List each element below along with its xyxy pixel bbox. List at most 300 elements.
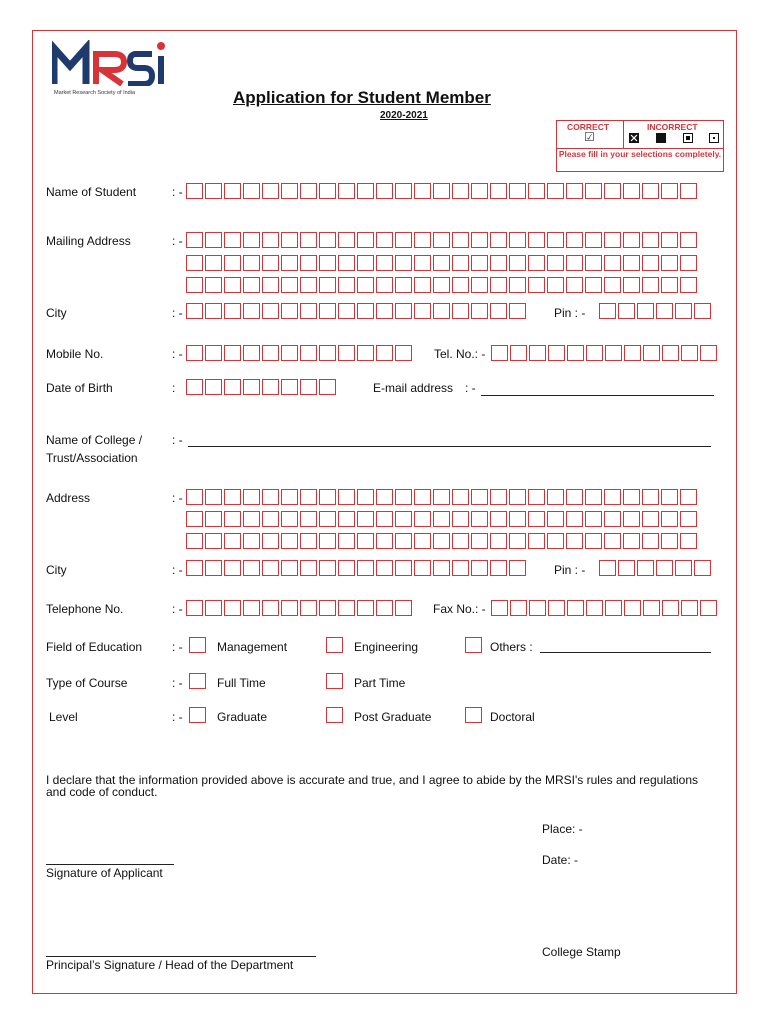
char-box[interactable] [585, 232, 602, 248]
char-box[interactable] [281, 232, 298, 248]
char-box[interactable] [319, 277, 336, 293]
char-box[interactable] [490, 560, 507, 576]
char-box[interactable] [509, 277, 526, 293]
char-box[interactable] [300, 560, 317, 576]
char-box[interactable] [319, 511, 336, 527]
char-box[interactable] [186, 379, 203, 395]
char-box[interactable] [604, 183, 621, 199]
char-box[interactable] [528, 183, 545, 199]
char-box[interactable] [452, 533, 469, 549]
char-box[interactable] [452, 232, 469, 248]
char-box[interactable] [262, 232, 279, 248]
char-box[interactable] [338, 511, 355, 527]
char-box[interactable] [205, 379, 222, 395]
char-box[interactable] [490, 232, 507, 248]
char-box[interactable] [357, 600, 374, 616]
char-box[interactable] [547, 511, 564, 527]
char-box[interactable] [205, 600, 222, 616]
char-box[interactable] [433, 232, 450, 248]
char-box[interactable] [599, 560, 616, 576]
char-box[interactable] [395, 232, 412, 248]
char-box[interactable] [186, 303, 203, 319]
char-box[interactable] [243, 232, 260, 248]
char-box[interactable] [262, 600, 279, 616]
management-checkbox[interactable] [189, 637, 206, 653]
char-box[interactable] [656, 303, 673, 319]
char-box[interactable] [414, 489, 431, 505]
char-box[interactable] [605, 600, 622, 616]
dob-boxes[interactable] [186, 379, 336, 395]
char-box[interactable] [281, 533, 298, 549]
char-box[interactable] [433, 183, 450, 199]
char-box[interactable] [376, 183, 393, 199]
char-box[interactable] [319, 533, 336, 549]
char-box[interactable] [623, 232, 640, 248]
char-box[interactable] [680, 489, 697, 505]
char-box[interactable] [357, 560, 374, 576]
address-boxes-1[interactable] [186, 489, 697, 505]
char-box[interactable] [643, 345, 660, 361]
char-box[interactable] [694, 560, 711, 576]
char-box[interactable] [338, 183, 355, 199]
char-box[interactable] [433, 255, 450, 271]
char-box[interactable] [680, 511, 697, 527]
char-box[interactable] [319, 560, 336, 576]
char-box[interactable] [509, 303, 526, 319]
char-box[interactable] [491, 345, 508, 361]
char-box[interactable] [281, 345, 298, 361]
char-box[interactable] [491, 600, 508, 616]
char-box[interactable] [205, 183, 222, 199]
char-box[interactable] [262, 533, 279, 549]
char-box[interactable] [566, 255, 583, 271]
char-box[interactable] [618, 560, 635, 576]
char-box[interactable] [490, 255, 507, 271]
graduate-checkbox[interactable] [189, 707, 206, 723]
char-box[interactable] [661, 489, 678, 505]
char-box[interactable] [681, 600, 698, 616]
char-box[interactable] [414, 277, 431, 293]
char-box[interactable] [319, 255, 336, 271]
char-box[interactable] [585, 511, 602, 527]
char-box[interactable] [319, 345, 336, 361]
city-boxes[interactable] [186, 303, 526, 319]
email-input[interactable] [481, 395, 714, 396]
char-box[interactable] [528, 277, 545, 293]
char-box[interactable] [338, 600, 355, 616]
char-box[interactable] [338, 303, 355, 319]
char-box[interactable] [566, 232, 583, 248]
char-box[interactable] [319, 600, 336, 616]
name-boxes[interactable] [186, 183, 697, 199]
char-box[interactable] [566, 489, 583, 505]
others-input[interactable] [540, 652, 711, 653]
post-graduate-checkbox[interactable] [326, 707, 343, 723]
char-box[interactable] [243, 600, 260, 616]
char-box[interactable] [604, 533, 621, 549]
char-box[interactable] [224, 489, 241, 505]
char-box[interactable] [623, 511, 640, 527]
char-box[interactable] [452, 511, 469, 527]
char-box[interactable] [243, 533, 260, 549]
char-box[interactable] [661, 277, 678, 293]
char-box[interactable] [490, 489, 507, 505]
char-box[interactable] [243, 277, 260, 293]
char-box[interactable] [529, 345, 546, 361]
char-box[interactable] [509, 533, 526, 549]
char-box[interactable] [300, 379, 317, 395]
char-box[interactable] [224, 232, 241, 248]
char-box[interactable] [637, 560, 654, 576]
doctoral-checkbox[interactable] [465, 707, 482, 723]
char-box[interactable] [547, 489, 564, 505]
char-box[interactable] [395, 277, 412, 293]
char-box[interactable] [262, 511, 279, 527]
char-box[interactable] [700, 345, 717, 361]
char-box[interactable] [395, 511, 412, 527]
char-box[interactable] [471, 303, 488, 319]
char-box[interactable] [585, 255, 602, 271]
mobile-boxes[interactable] [186, 345, 412, 361]
char-box[interactable] [414, 511, 431, 527]
char-box[interactable] [262, 560, 279, 576]
char-box[interactable] [586, 600, 603, 616]
char-box[interactable] [700, 600, 717, 616]
char-box[interactable] [642, 232, 659, 248]
char-box[interactable] [224, 511, 241, 527]
char-box[interactable] [471, 277, 488, 293]
char-box[interactable] [186, 533, 203, 549]
char-box[interactable] [694, 303, 711, 319]
char-box[interactable] [604, 277, 621, 293]
char-box[interactable] [395, 533, 412, 549]
char-box[interactable] [471, 560, 488, 576]
char-box[interactable] [566, 533, 583, 549]
char-box[interactable] [186, 277, 203, 293]
char-box[interactable] [376, 489, 393, 505]
char-box[interactable] [623, 183, 640, 199]
char-box[interactable] [599, 303, 616, 319]
char-box[interactable] [357, 232, 374, 248]
char-box[interactable] [300, 232, 317, 248]
char-box[interactable] [662, 345, 679, 361]
char-box[interactable] [205, 511, 222, 527]
char-box[interactable] [624, 600, 641, 616]
char-box[interactable] [586, 345, 603, 361]
char-box[interactable] [681, 345, 698, 361]
full-time-checkbox[interactable] [189, 673, 206, 689]
char-box[interactable] [357, 345, 374, 361]
char-box[interactable] [642, 183, 659, 199]
mailing-address-boxes-1[interactable] [186, 232, 697, 248]
char-box[interactable] [186, 511, 203, 527]
char-box[interactable] [376, 511, 393, 527]
char-box[interactable] [357, 533, 374, 549]
char-box[interactable] [186, 600, 203, 616]
char-box[interactable] [656, 560, 673, 576]
char-box[interactable] [490, 303, 507, 319]
char-box[interactable] [414, 560, 431, 576]
char-box[interactable] [281, 511, 298, 527]
char-box[interactable] [376, 345, 393, 361]
char-box[interactable] [281, 255, 298, 271]
char-box[interactable] [376, 560, 393, 576]
char-box[interactable] [319, 489, 336, 505]
char-box[interactable] [433, 560, 450, 576]
char-box[interactable] [452, 183, 469, 199]
char-box[interactable] [661, 255, 678, 271]
fax-boxes[interactable] [491, 600, 717, 616]
char-box[interactable] [300, 533, 317, 549]
char-box[interactable] [661, 511, 678, 527]
char-box[interactable] [471, 533, 488, 549]
char-box[interactable] [528, 511, 545, 527]
part-time-checkbox[interactable] [326, 673, 343, 689]
char-box[interactable] [243, 183, 260, 199]
char-box[interactable] [510, 345, 527, 361]
char-box[interactable] [186, 255, 203, 271]
char-box[interactable] [509, 489, 526, 505]
char-box[interactable] [300, 511, 317, 527]
char-box[interactable] [224, 255, 241, 271]
char-box[interactable] [243, 489, 260, 505]
char-box[interactable] [224, 183, 241, 199]
char-box[interactable] [395, 255, 412, 271]
char-box[interactable] [262, 489, 279, 505]
char-box[interactable] [490, 533, 507, 549]
char-box[interactable] [680, 255, 697, 271]
char-box[interactable] [623, 489, 640, 505]
char-box[interactable] [662, 600, 679, 616]
char-box[interactable] [567, 345, 584, 361]
char-box[interactable] [452, 489, 469, 505]
char-box[interactable] [338, 255, 355, 271]
char-box[interactable] [509, 183, 526, 199]
char-box[interactable] [680, 533, 697, 549]
char-box[interactable] [642, 489, 659, 505]
char-box[interactable] [281, 600, 298, 616]
char-box[interactable] [528, 232, 545, 248]
char-box[interactable] [528, 489, 545, 505]
char-box[interactable] [224, 600, 241, 616]
char-box[interactable] [186, 345, 203, 361]
char-box[interactable] [357, 303, 374, 319]
char-box[interactable] [643, 600, 660, 616]
char-box[interactable] [338, 560, 355, 576]
pin-boxes[interactable] [599, 303, 711, 319]
char-box[interactable] [642, 511, 659, 527]
char-box[interactable] [509, 511, 526, 527]
char-box[interactable] [471, 255, 488, 271]
signature-line[interactable] [46, 864, 174, 865]
char-box[interactable] [395, 560, 412, 576]
char-box[interactable] [300, 489, 317, 505]
char-box[interactable] [547, 232, 564, 248]
char-box[interactable] [433, 533, 450, 549]
char-box[interactable] [433, 277, 450, 293]
char-box[interactable] [604, 511, 621, 527]
char-box[interactable] [300, 277, 317, 293]
char-box[interactable] [357, 277, 374, 293]
char-box[interactable] [548, 345, 565, 361]
char-box[interactable] [186, 183, 203, 199]
address-boxes-3[interactable] [186, 533, 697, 549]
char-box[interactable] [395, 303, 412, 319]
char-box[interactable] [623, 255, 640, 271]
char-box[interactable] [281, 489, 298, 505]
char-box[interactable] [205, 560, 222, 576]
tel-boxes[interactable] [491, 345, 717, 361]
char-box[interactable] [661, 533, 678, 549]
college-input[interactable] [188, 446, 711, 447]
char-box[interactable] [262, 277, 279, 293]
address-boxes-2[interactable] [186, 511, 697, 527]
char-box[interactable] [319, 232, 336, 248]
char-box[interactable] [433, 303, 450, 319]
char-box[interactable] [357, 183, 374, 199]
char-box[interactable] [243, 511, 260, 527]
char-box[interactable] [319, 379, 336, 395]
char-box[interactable] [300, 345, 317, 361]
char-box[interactable] [452, 255, 469, 271]
char-box[interactable] [224, 533, 241, 549]
char-box[interactable] [376, 232, 393, 248]
char-box[interactable] [414, 183, 431, 199]
pin-boxes-2[interactable] [599, 560, 711, 576]
char-box[interactable] [357, 489, 374, 505]
char-box[interactable] [376, 303, 393, 319]
char-box[interactable] [262, 255, 279, 271]
char-box[interactable] [414, 533, 431, 549]
char-box[interactable] [338, 533, 355, 549]
char-box[interactable] [618, 303, 635, 319]
char-box[interactable] [338, 489, 355, 505]
char-box[interactable] [509, 255, 526, 271]
char-box[interactable] [547, 255, 564, 271]
char-box[interactable] [528, 255, 545, 271]
char-box[interactable] [567, 600, 584, 616]
char-box[interactable] [243, 303, 260, 319]
char-box[interactable] [224, 345, 241, 361]
char-box[interactable] [186, 560, 203, 576]
char-box[interactable] [509, 232, 526, 248]
char-box[interactable] [281, 303, 298, 319]
char-box[interactable] [243, 255, 260, 271]
char-box[interactable] [605, 345, 622, 361]
char-box[interactable] [224, 277, 241, 293]
char-box[interactable] [566, 277, 583, 293]
char-box[interactable] [624, 345, 641, 361]
char-box[interactable] [414, 255, 431, 271]
char-box[interactable] [490, 511, 507, 527]
char-box[interactable] [262, 183, 279, 199]
char-box[interactable] [281, 379, 298, 395]
char-box[interactable] [510, 600, 527, 616]
char-box[interactable] [680, 232, 697, 248]
char-box[interactable] [566, 511, 583, 527]
char-box[interactable] [680, 183, 697, 199]
char-box[interactable] [642, 255, 659, 271]
char-box[interactable] [471, 511, 488, 527]
char-box[interactable] [548, 600, 565, 616]
char-box[interactable] [376, 600, 393, 616]
char-box[interactable] [395, 489, 412, 505]
char-box[interactable] [642, 277, 659, 293]
char-box[interactable] [186, 489, 203, 505]
char-box[interactable] [395, 600, 412, 616]
char-box[interactable] [395, 345, 412, 361]
char-box[interactable] [357, 511, 374, 527]
char-box[interactable] [547, 277, 564, 293]
char-box[interactable] [338, 232, 355, 248]
char-box[interactable] [205, 345, 222, 361]
engineering-checkbox[interactable] [326, 637, 343, 653]
char-box[interactable] [490, 183, 507, 199]
char-box[interactable] [224, 379, 241, 395]
char-box[interactable] [300, 303, 317, 319]
char-box[interactable] [281, 183, 298, 199]
char-box[interactable] [471, 183, 488, 199]
char-box[interactable] [471, 489, 488, 505]
char-box[interactable] [604, 255, 621, 271]
char-box[interactable] [452, 560, 469, 576]
char-box[interactable] [414, 303, 431, 319]
char-box[interactable] [490, 277, 507, 293]
char-box[interactable] [376, 255, 393, 271]
char-box[interactable] [300, 600, 317, 616]
char-box[interactable] [623, 533, 640, 549]
char-box[interactable] [661, 183, 678, 199]
char-box[interactable] [509, 560, 526, 576]
char-box[interactable] [281, 560, 298, 576]
char-box[interactable] [433, 489, 450, 505]
char-box[interactable] [205, 303, 222, 319]
char-box[interactable] [675, 560, 692, 576]
char-box[interactable] [224, 560, 241, 576]
char-box[interactable] [205, 232, 222, 248]
char-box[interactable] [661, 232, 678, 248]
char-box[interactable] [547, 533, 564, 549]
char-box[interactable] [452, 277, 469, 293]
char-box[interactable] [529, 600, 546, 616]
char-box[interactable] [224, 303, 241, 319]
char-box[interactable] [319, 183, 336, 199]
char-box[interactable] [585, 277, 602, 293]
char-box[interactable] [395, 183, 412, 199]
telephone-boxes[interactable] [186, 600, 412, 616]
principal-signature-line[interactable] [46, 956, 316, 957]
char-box[interactable] [471, 232, 488, 248]
char-box[interactable] [338, 277, 355, 293]
mailing-address-boxes-3[interactable] [186, 277, 697, 293]
char-box[interactable] [604, 232, 621, 248]
char-box[interactable] [243, 379, 260, 395]
char-box[interactable] [205, 533, 222, 549]
char-box[interactable] [319, 303, 336, 319]
char-box[interactable] [566, 183, 583, 199]
char-box[interactable] [585, 533, 602, 549]
char-box[interactable] [623, 277, 640, 293]
char-box[interactable] [243, 560, 260, 576]
char-box[interactable] [547, 183, 564, 199]
char-box[interactable] [262, 303, 279, 319]
char-box[interactable] [637, 303, 654, 319]
char-box[interactable] [604, 489, 621, 505]
mailing-address-boxes-2[interactable] [186, 255, 697, 271]
char-box[interactable] [205, 277, 222, 293]
city-boxes-2[interactable] [186, 560, 526, 576]
char-box[interactable] [243, 345, 260, 361]
